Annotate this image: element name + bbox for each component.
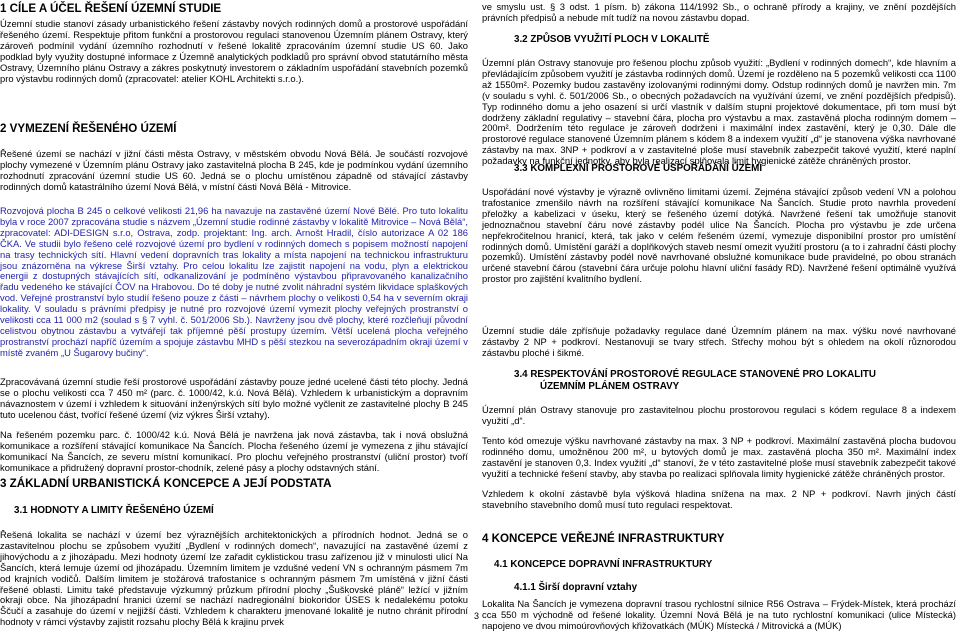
paragraph-values-limits: Řešená lokalita se nachází v území bez výraznějších architektonických a přírodních hodnot. Jedná se o zastavitelnou plochu se způsobem využití „Bydlení v rodinných domech“, navazující na zastavěné území z jihovýchodu a z jihozápadu. Mezi hodnoty území lze zařadit cyklistickou trasu zařízenou již v minulosti ulicí Na Šancích, která lemuje území od jihozápadu. Územním limitem je vzdušné vedení VN s ochranným pásmem 7m od krajních vodičů. Dalším limitem je stožárová trafostanice s ochranným pásmem 7m umístěná v jižní části řešené oblasti. Limitu také představuje výzkumný průzkum přírodní plochy „Šuškovské pláně“ ležící v jižním okraji obce. Na jihozápadní hranici území se nachází nadregionální biokoridor ÚSES k nedalekému potoku Ščučí a zasahuje do území v nejjižší části. Vzhledem k charakteru jmenované lokalitě je nutno chránit přírodní hodnoty v rámci výstavby zajistit rozsahu plochy Bělá k krajinu prvek	[0, 530, 468, 628]
heading-section-4: 4 KONCEPCE VEŘEJNÉ INFRASTRUKTURY	[482, 532, 725, 545]
heading-section-3-4-line-2: ÚZEMNÍM PLÁNEM OSTRAVY	[540, 381, 680, 392]
paragraph-continuation: ve smyslu ust. § 3 odst. 1 písm. b) zákona 114/1992 Sb., o ochraně přírody a krajiny, ve znění pozdějších právních předpisů a nebude mít tudíž na novou zástavbu dopad.	[482, 1, 956, 23]
paragraph-height-regulation: Územní studie dále zpřísňuje požadavky regulace dané Územním plánem na max. výšku nové navrhované zástavby 2 NP + podkroví. Nestanovuji se tvary střech. Střechy mohou být s ohledem na okolí různorodou zástavbu ploché i šikmé.	[482, 325, 956, 358]
page-number: 3	[474, 611, 480, 621]
paragraph-plot: Na řešeném pozemku parc. č. 1000/42 k.ú. Nová Bělá je navržena jak nová zástavba, tak i nová obslužná komunikace a rozšíření stávající komunikace Na Šancích. Plocha řešeného území je vymezena z jihu stávající komunikací Na Šancích, ze severu místní komunikací. Pro plochu veřejného prostranství (uliční prostor) tvoří komunikace a přidružený dopravní prostor-chodník, zelené pásy a plochy odstavných stání.	[0, 429, 468, 473]
heading-section-1: 1 CÍLE A ÚČEL ŘEŠENÍ ÚZEMNÍ STUDIE	[0, 2, 222, 15]
paragraph-transport-relations: Lokalita Na Šancích je vymezena dopravní trasou rychlostní silnice R56 Ostrava – Frýdek-Místek, která prochází cca 550 m východně od řešené lokality. Územní Nová Bělá je na tuto rychlostní komunikaci (ulice Místecká) napojeno ve dvou mimoúrovňových křižovatkách (MÚK) Místecká / Mitrovická a (MÚK)	[482, 599, 956, 631]
heading-section-3-4: 3.4 RESPEKTOVÁNÍ PROSTOROVÉ REGULACE STANOVENÉ PRO LOKALITU	[514, 369, 876, 380]
heading-section-4-1: 4.1 KONCEPCE DOPRAVNÍ INFRASTRUKTURY	[494, 559, 713, 570]
heading-section-3-2: 3.2 ZPŮSOB VYUŽITÍ PLOCH V LOKALITĚ	[514, 34, 710, 45]
heading-section-4-1-1: 4.1.1 Širší dopravní vztahy	[514, 582, 638, 593]
paragraph-study-scope: Zpracovávaná územní studie řeší prostorové uspořádání zástavby pouze jedné ucelené části této plochy. Jedná se o plochu velikosti cca 7 450 m² (parc. č. 1000/42, k.ú. Nová Bělá). Vzhledem k urbanistickým a dopravním návaznostem v území i vzhledem k situování inženýrských sítí bylo možné vyčlenit ze zastavitelné plochy B 245 tuto ucelenou část, tvořící řešené území (viz výkres Širší vztahy).	[0, 376, 468, 420]
paragraph-reduced-height: Vzhledem k okolní zástavbě byla výšková hladina snížena na max. 2 NP + podkroví. Navrh jiných částí stavebního stavebního domů musí tuto regulaci respektovat.	[482, 488, 956, 510]
paragraph-territory: Řešené území se nachází v jižní části města Ostravy, v městském obvodu Nová Bělá. Je součástí rozvojové plochy vymezené v Územním plánu Ostravy jako zastavitelná plocha B 245, kde je podmínkou vydání územního rozhodnutí zpracování územní studie US 60. Jedná se o plochu umístěnou západně od stávající zástavby rodinných domů katastrálního území Nová Bělá, v místní části Nová Bělá - Mitrovice.	[0, 148, 468, 192]
heading-section-3-3: 3.3 KOMPLEXNÍ PROSTOROVÉ USPOŘÁDÁNÍ ÚZEMÍ	[514, 163, 763, 174]
paragraph-goals: Územní studie stanoví zásady urbanistického řešení zástavby nových rodinných domů a prostorové uspořádání řešeného území. Respektuje přitom funkční a prostorovou regulaci stanovenou Územním plánem Ostravy, který zároveň podmínil vydání územního rozhodnutí v řešené lokalitě zpracováním územní studie US 60. Jako podklad byly využity dostupné informace z Územně analytických podkladů pro správní obvod statutárního města Ostravy, Územního plánu Ostravy a zákres poskytnutý investorem o základním uspořádání stavebních pozemků pro výstavbu rodinných domů (zpracovatel: atelier KOHL Architekti s.r.o.).	[0, 18, 468, 84]
paragraph-regulation-code: Územní plán Ostravy stanovuje pro zastavitelnou plochu prostorovou regulaci s kódem regulace 8 a indexem využití „d“.	[482, 404, 956, 426]
heading-section-2: 2 VYMEZENÍ ŘEŠENÉHO ÚZEMÍ	[0, 122, 177, 135]
paragraph-spatial-arrangement: Uspořádání nové výstavby je výrazně ovlivněno limitami území. Zejména stávající způsob vedení VN a polohou trafostanice zmenšilo návrh na rozšíření stávající komunikace Na Šancích. Studie proto navrhla provedení přeložky a kabelizaci v úseku, který se řešeného území dotýká. Navržené řešení tak umožňuje stanovit jednoznačnou stavební čáru nové zástavby podél ulice Na Šancích. Plocha pro výstavbu je zde určena nepřekročitelnou hranicí, která, tak jako v celém řešeném území, vymezuje disponibilní prostor pro umístění rodinných domů. Umístění garáží a doplňkových staveb nesmí omezit využití prostoru (a to i zahradní části plochy pozemků). Umístění zástavby podél nově navrhované obslužné komunikace bude pravidelné, po obou stranách určené stavební čárou (stavební čára určuje polohu hlavní uliční fasády RD). Navržené řešení optimálně využívá prostor pro zajištění kvalitního bydlení.	[482, 186, 956, 285]
paragraph-development-area: Rozvojová plocha B 245 o celkové velikosti 21,96 ha navazuje na zastavěné území Nové Bělé. Pro tuto lokalitu byla v roce 2007 zpracována studie s názvem „Územní studie rodinné zástavby v lokalitě Mitrovice – Nová Bělá“, zpracovatel: ADI-DESIGN s.r.o, Ostrava, zodp. projektant: Ing. arch. Arnošt Hradil, číslo autorizace A 02 186 ČKA. Ve studii bylo řešeno celé rozvojové území pro bydlení v rodinných domech s popisem možností napojení na trasy technických sítí. Hlavní vedení dopravních tras lokality a místa napojení na technickou infrastrukturu jsou znázorněna na výkrese Širší vztahy. Pro celou lokalitu lze zajistit napojení na vodu, plyn a elektrickou energii z dostupných stávajících sítí, odkanalizování je podmíněno výstavbou připravovaného kanalizačního řadu vedeného ke stávající ČOV na Hrabovou. Do té doby je nutné zvolit náhradní systém likvidace splaškových vod. Veřejné prostranství bylo studií řešeno pouze z části – návrhem plochy o velikosti 0,54 ha v severním okraji lokality. V souladu s právními předpisy je nutné pro rozvojové území vymezit plochy veřejných prostranství o velikosti cca 11 000 m2 (soulad s § 7 vyhl. č. 501/2006 Sb.). Navrženy jsou dvě plochy, které rozčleňují původní celistvou obytnou zástavbu a vytvářejí tak příjemné pěší prostupy územím. Větší ucelená plocha veřejného prostranství prochází napříč územím a spojuje zástavbu MHD s pěší stezkou na severozápadním okraji území v místě zvaném „U Šugarovy bučiny“.	[0, 205, 468, 358]
paragraph-regulation-details: Tento kód omezuje výšku navrhované zástavby na max. 3 NP + podkroví. Maximální zastavěná plocha budovou rodinného domu, umožněnou 200 m², u bytových domů je max. zastavěná plocha 350 m². Maximální index zastavění je stanoven 0,3. Index využití „d“ stanoví, že v této zastavitelné ploše musí stavebník zabezpečit takové využití a technické řešení stavby, aby stavba po realizaci splňovala limity hygienické zátěže chráněných prostor.	[482, 435, 956, 479]
heading-section-3: 3 ZÁKLADNÍ URBANISTICKÁ KONCEPCE A JEJÍ PODSTATA	[0, 477, 332, 490]
heading-section-3-1: 3.1 HODNOTY A LIMITY ŘEŠENÉHO ÚZEMÍ	[14, 505, 214, 516]
paragraph-land-use: Územní plán Ostravy stanovuje pro řešenou plochu způsob využití: „Bydlení v rodinných domech“, kde hlavním a převládajícím způsobem využití je zástavba rodinných domů. Území je rozděleno na 5 pozemků velikosti cca 1100 až 1550m². Pozemky budou zastavěny izolovanými rodinnými domy. Odstup rodinných domů je navržen min. 7m (v souladu s vyhl. č. 501/2006 Sb., o obecných požadavcích na využívání území, ve znění pozdějších předpisů). Typ rodinného domu a jeho osazení si určí vlastník v dalším stupni projektové dokumentace, při tom musí být dodrženy základní regulativy – stavební čára, plocha pro výstavbu a max. zastavěná plocha rodinným domem – 200m². Dodržením této regulace je zároveň dodrženi i maximální index zastavění, který je 0,30. Dále dle prostorové regulace stanovené Územním plánem s kódem 8 a indexem využití „d“ je stanovena výška navrhované zástavby na max. 3NP + podkroví a v zastavitelné ploše musí stavebník zabezpečit takové využití, které naplní požadavky na funkční jednotky, aby byla realizací splňovala limit hygienické zátěže chráněných prostor.	[482, 57, 956, 167]
